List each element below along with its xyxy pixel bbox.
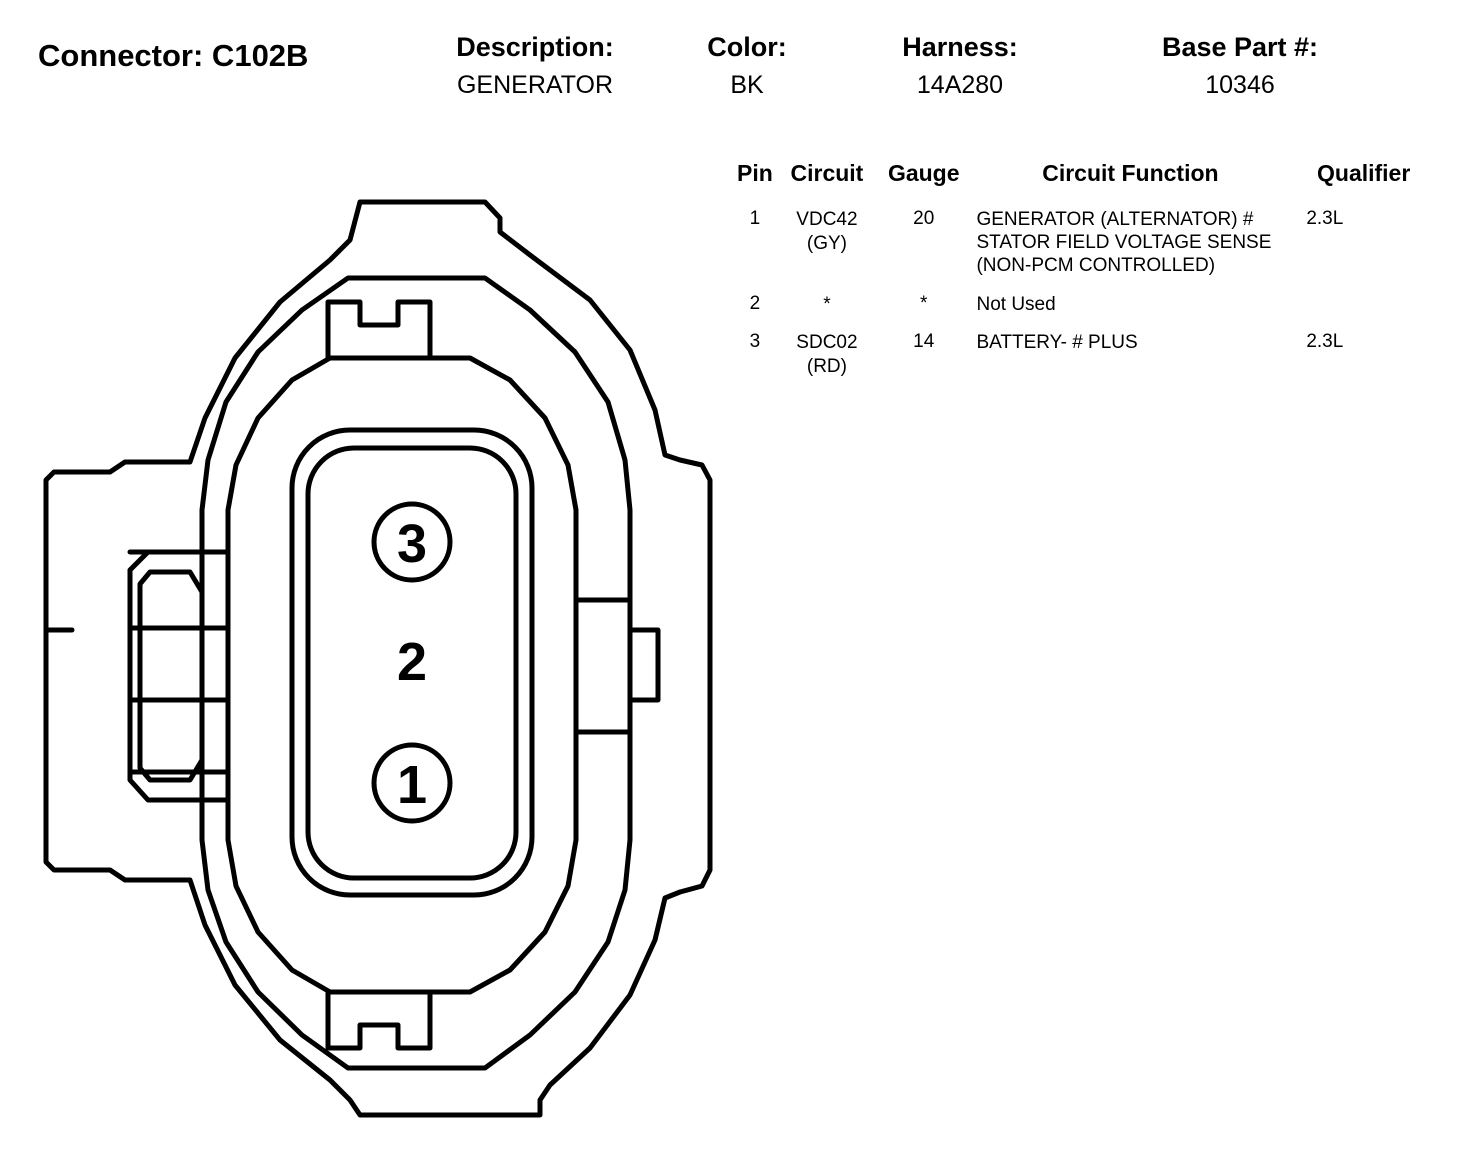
base-part-value: 10346 [1205, 71, 1275, 99]
color-field [662, 32, 832, 100]
base-part-label: Base Part #: [1161, 32, 1319, 62]
column-header-qualifier: Qualifier [1317, 160, 1411, 186]
description-value: GENERATOR [456, 71, 614, 99]
column-header-circuit: Circuit [790, 160, 864, 186]
base-part-field [1090, 32, 1390, 100]
cell-circuit-color: (GY) [806, 232, 847, 254]
connector-id-label: Connector: C102B [38, 38, 309, 73]
cell-gauge: * [920, 292, 928, 314]
cell-circuit [775, 205, 879, 290]
description-label: Description: [456, 32, 614, 62]
cell-qualifier [1292, 290, 1435, 329]
cell-qualifier: 2.3L [1306, 208, 1344, 229]
connector-left-key-block [130, 552, 228, 800]
cell-gauge: 20 [913, 208, 935, 229]
cell-function [968, 205, 1292, 290]
pin-label-2: 2 [396, 632, 428, 692]
table-row [735, 290, 1435, 329]
cell-pin: 1 [749, 208, 761, 229]
cell-pin: 2 [749, 292, 761, 314]
cell-pin: 3 [749, 331, 761, 353]
pin-label-1: 1 [396, 755, 428, 815]
column-header-gauge: Gauge [887, 160, 960, 186]
color-label: Color: [707, 32, 787, 62]
cell-qualifier: 2.3L [1306, 331, 1344, 353]
connector-top-latch [328, 302, 430, 358]
cell-function-text: Not Used [976, 293, 1056, 315]
cell-function-text: BATTERY- # PLUS [976, 332, 1138, 354]
header-bar [0, 0, 1472, 110]
table-row [735, 328, 1435, 391]
description-field [380, 32, 690, 100]
column-header-pin: Pin [737, 160, 773, 186]
color-value: BK [730, 71, 764, 99]
cell-circuit-name: VDC42 [796, 209, 858, 230]
table-header-row [735, 160, 1435, 205]
connector-left-key-inner [140, 572, 202, 780]
pin-label-3: 3 [396, 514, 428, 574]
harness-field [830, 32, 1090, 100]
cell-function [968, 328, 1292, 391]
cell-gauge: 14 [913, 331, 935, 353]
connector-diagram [30, 180, 750, 1140]
cell-circuit-name: SDC02 [796, 332, 858, 354]
connector-svg [30, 180, 750, 1140]
column-header-function: Circuit Function [1042, 160, 1219, 186]
harness-label: Harness: [902, 32, 1018, 62]
harness-value: 14A280 [916, 71, 1004, 99]
table-row [735, 205, 1435, 290]
connector-right-lug [576, 600, 658, 732]
cell-function-text: GENERATOR (ALTERNATOR) # STATOR FIELD VOLTAGE SENSE (NON-PCM CONTROLLED) [976, 209, 1272, 277]
connector-outer-shell [46, 202, 710, 1115]
cell-circuit [775, 328, 879, 391]
cell-circuit-color: (RD) [806, 356, 847, 378]
cell-circuit [775, 290, 879, 329]
pin-table [735, 160, 1435, 391]
cell-function [968, 290, 1292, 329]
connector-bottom-latch [328, 992, 430, 1048]
cell-circuit-name: * [823, 293, 831, 315]
connector-field [38, 38, 308, 74]
